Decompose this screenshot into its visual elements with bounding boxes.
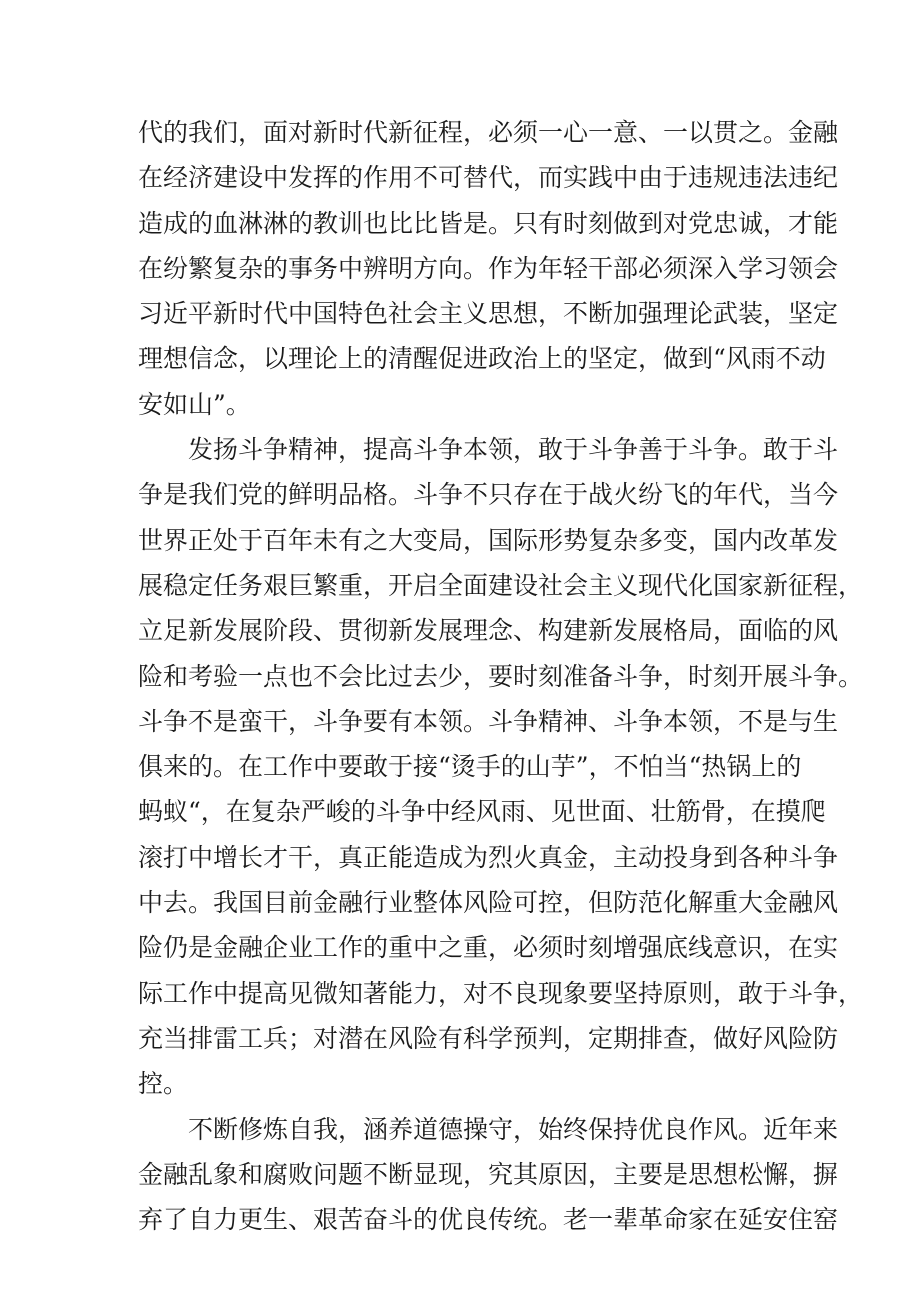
text-line: 发扬斗争精神，提高斗争本领，敢于斗争善于斗争。敢于斗 bbox=[188, 435, 839, 465]
text-line: 争是我们党的鲜明品格。斗争不只存在于战火纷飞的年代，当今 bbox=[138, 480, 839, 510]
text-line: 蚂蚁“，在复杂严峻的斗争中经风雨、见世面、壮筋骨，在摸爬 bbox=[138, 797, 826, 827]
text-line: 代的我们，面对新时代新征程，必须一心一意、一以贯之。金融 bbox=[138, 118, 839, 147]
text-line: 弃了自力更生、艰苦奋斗的优良传统。老一辈革命家在延安住窑 bbox=[138, 1205, 839, 1235]
text-line: 习近平新时代中国特色社会主义思想，不断加强理论武装，坚定 bbox=[138, 299, 839, 329]
text-line: 滚打中增长才干，真正能造成为烈火真金，主动投身到各种斗争 bbox=[138, 842, 839, 872]
text-line: 不断修炼自我，涵养道德操守，始终保持优良作风。近年来 bbox=[188, 1114, 839, 1144]
text-line: 金融乱象和腐败问题不断显现，究其原因，主要是思想松懈，摒 bbox=[138, 1159, 839, 1189]
text-line: 际工作中提高见微知著能力，对不良现象要坚持原则，敢于斗争， bbox=[138, 978, 864, 1008]
text-line: 中去。我国目前金融行业整体风险可控，但防范化解重大金融风 bbox=[138, 888, 839, 918]
body-text bbox=[138, 110, 864, 1242]
text-line: 安如山”。 bbox=[138, 389, 251, 419]
text-line: 俱来的。在工作中要敢于接“烫手的山芋”，不怕当“热锅上的 bbox=[138, 752, 802, 782]
text-line: 立足新发展阶段、贯彻新发展理念、构建新发展格局，面临的风 bbox=[138, 616, 839, 646]
paragraph-struggle bbox=[138, 427, 864, 1106]
paragraph-self-cultivation bbox=[138, 1107, 839, 1243]
text-line: 险仍是金融企业工作的重中之重，必须时刻增强底线意识，在实 bbox=[138, 933, 839, 963]
text-line: 世界正处于百年未有之大变局，国际形势复杂多变，国内改革发 bbox=[138, 525, 839, 555]
text-line: 充当排雷工兵；对潜在风险有科学预判，定期排查，做好风险防 bbox=[138, 1023, 839, 1053]
text-line: 展稳定任务艰巨繁重，开启全面建设社会主义现代化国家新征程， bbox=[138, 570, 864, 600]
text-line: 险和考验一点也不会比过去少，要时刻准备斗争，时刻开展斗争。 bbox=[138, 661, 864, 691]
paragraph-loyalty bbox=[138, 110, 839, 427]
text-line: 斗争不是蛮干，斗争要有本领。斗争精神、斗争本领，不是与生 bbox=[138, 706, 839, 736]
text-line: 控。 bbox=[138, 1069, 189, 1099]
text-line: 造成的血淋淋的教训也比比皆是。只有时刻做到对党忠诚，才能 bbox=[138, 208, 839, 238]
text-line: 在纷繁复杂的事务中辨明方向。作为年轻干部必须深入学习领会 bbox=[138, 253, 839, 283]
text-line: 在经济建设中发挥的作用不可替代，而实践中由于违规违法违纪 bbox=[138, 163, 839, 193]
text-line: 理想信念，以理论上的清醒促进政治上的坚定，做到“风雨不动 bbox=[138, 344, 826, 374]
